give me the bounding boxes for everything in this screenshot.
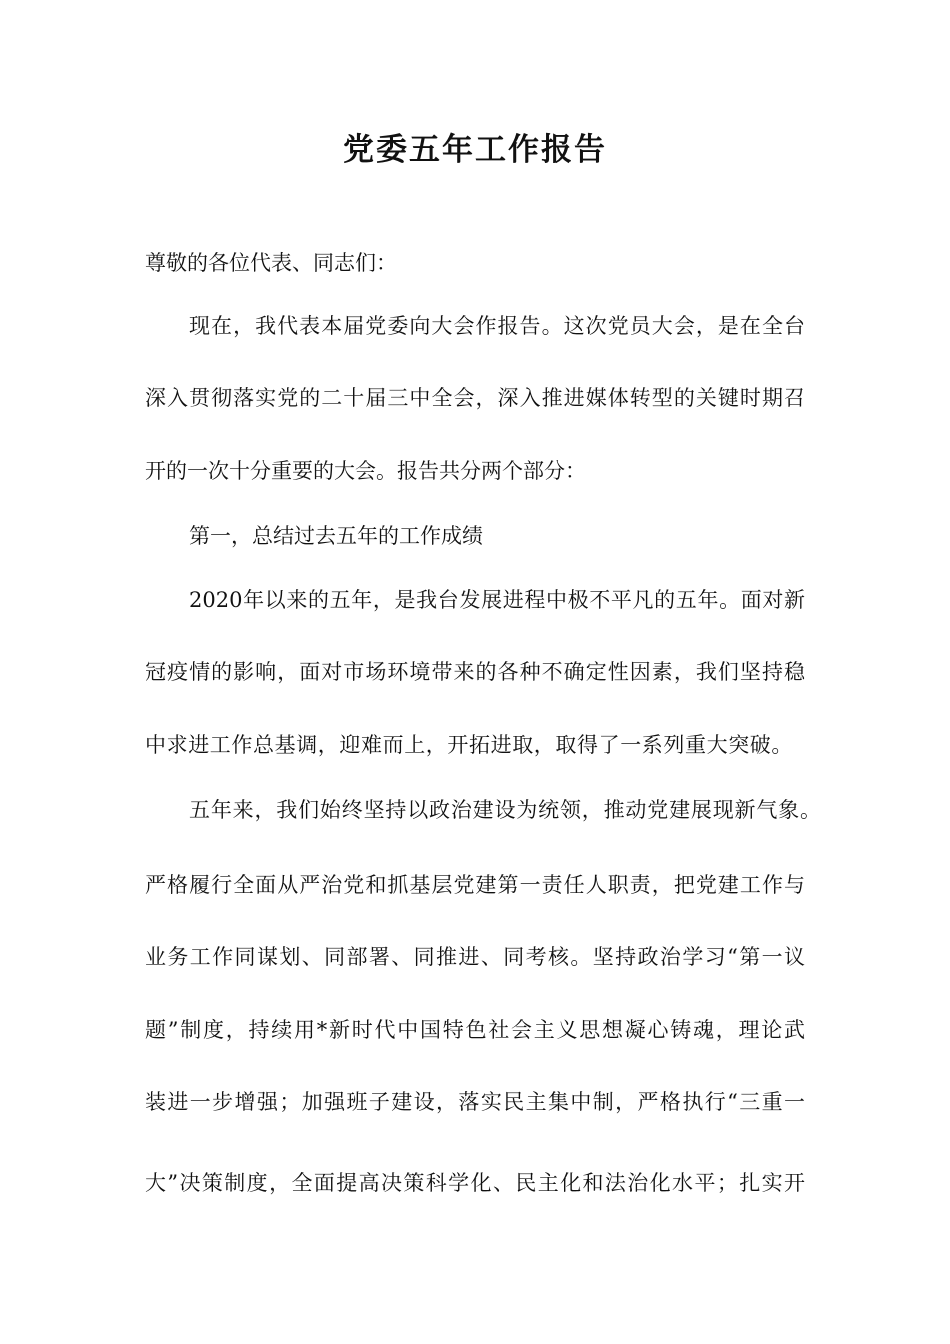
paragraph-line: 题”制度，持续用*新时代中国特色社会主义思想凝心铸魂，理论武 (145, 1018, 805, 1042)
paragraph-line: 中求进工作总基调，迎难而上，开拓进取，取得了一系列重大突破。 (145, 733, 793, 757)
section-heading: 第一，总结过去五年的工作成绩 (189, 524, 483, 548)
paragraph-line: 开的一次十分重要的大会。报告共分两个部分： (145, 459, 586, 483)
paragraph-line: 现在，我代表本届党委向大会作报告。这次党员大会，是在全台 (189, 314, 805, 338)
paragraph-line: 装进一步增强；加强班子建设，落实民主集中制，严格执行“三重一 (145, 1090, 805, 1114)
paragraph-line: 严格履行全面从严治党和抓基层党建第一责任人职责，把党建工作与 (145, 873, 805, 897)
paragraph-line: 深入贯彻落实党的二十届三中全会，深入推进媒体转型的关键时期召 (145, 386, 805, 410)
paragraph-line: 冠疫情的影响，面对市场环境带来的各种不确定性因素，我们坚持稳 (145, 660, 805, 684)
salutation: 尊敬的各位代表、同志们： (145, 251, 397, 275)
paragraph-line: 大”决策制度，全面提高决策科学化、民主化和法治化水平；扎实开 (145, 1171, 805, 1195)
document-title: 党委五年工作报告 (343, 132, 607, 168)
paragraph-line: 2020年以来的五年，是我台发展进程中极不平凡的五年。面对新 (189, 588, 805, 612)
paragraph-line: 五年来，我们始终坚持以政治建设为统领，推动党建展现新气象。 (189, 798, 821, 822)
paragraph-line: 业务工作同谋划、同部署、同推进、同考核。坚持政治学习“第一议 (145, 945, 805, 969)
